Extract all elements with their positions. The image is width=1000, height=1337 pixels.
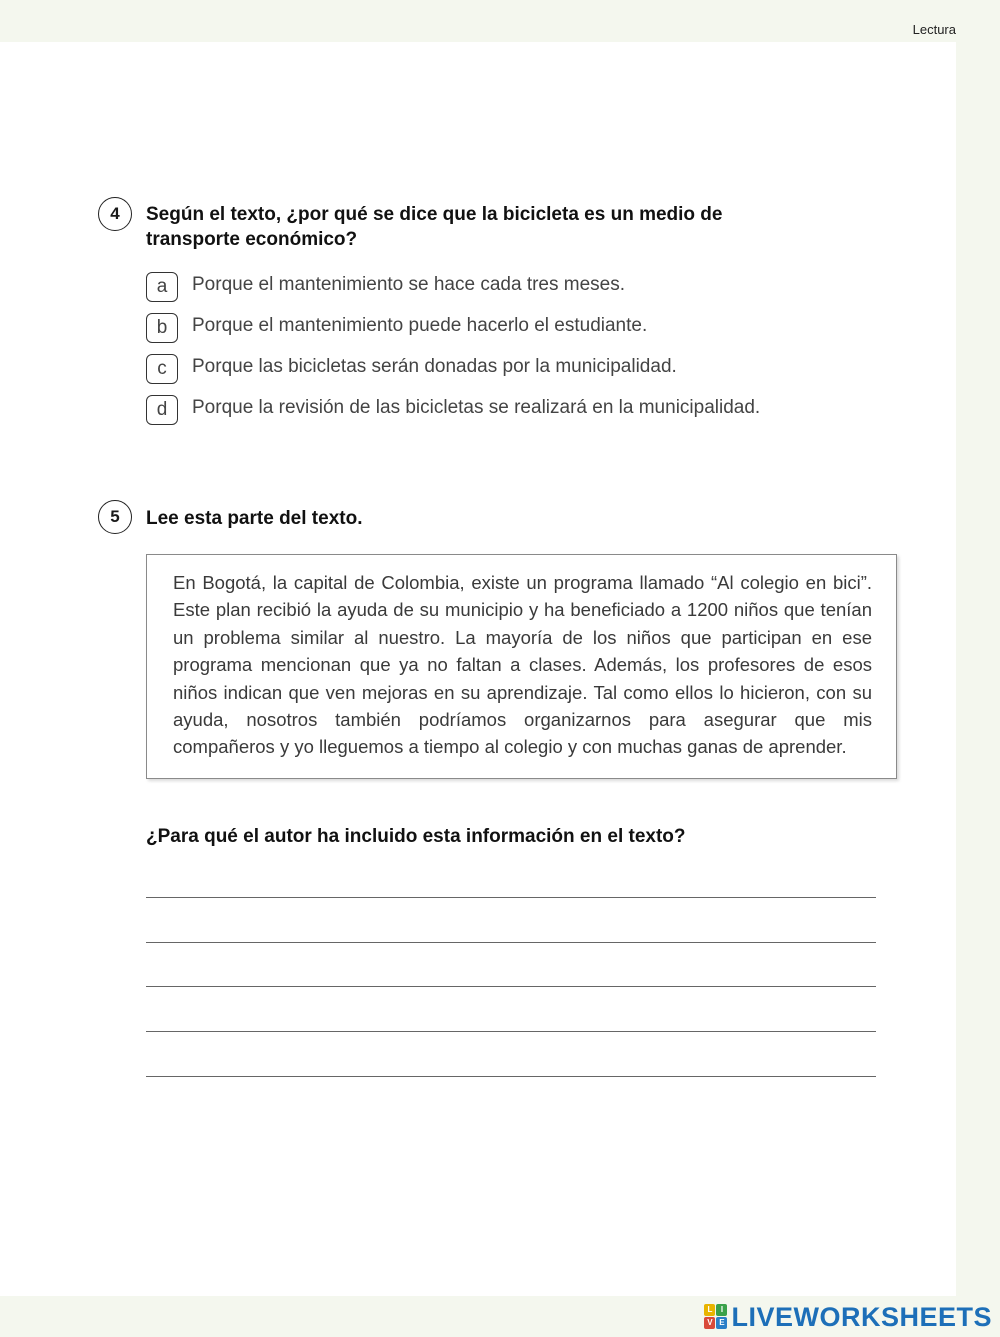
option-b-letter[interactable]: b [146, 313, 178, 343]
section-label: Lectura [912, 22, 956, 37]
question-4-number: 4 [98, 197, 132, 231]
question-4-title [146, 202, 722, 252]
option-d-letter[interactable]: d [146, 395, 178, 425]
question-4-title-line1: Según el texto, ¿por qué se dice que la bicicleta es un medio de [146, 204, 723, 225]
liveworksheets-logo-icon: L I V E [704, 1304, 728, 1330]
answer-line-2[interactable] [146, 942, 876, 943]
question-4-title-line2: transporte económico? [146, 229, 358, 250]
answer-line-3[interactable] [146, 986, 876, 987]
option-d-text: Porque la revisión de las bicicletas se realizará en la municipalidad. [192, 397, 761, 418]
footer [0, 1296, 1000, 1337]
question-5-number: 5 [98, 500, 132, 534]
passage-box [146, 554, 897, 779]
liveworksheets-logo[interactable] [704, 1300, 992, 1334]
question-5-title: Lee esta parte del texto. [146, 508, 363, 529]
passage-text: En Bogotá, la capital de Colombia, existe un programa llamado “Al colegio en bici”. Este plan recibió la ayuda de su municipio y ha beneficiado a 1200 niños que tenían un problema similar al nuestro. La mayoría de los niños que participan en ese programa mencionan que ya no faltan a clases. Además, los profesores de esos niños indican que ven mejoras en su aprendizaje. Tal como ellos lo hicieron, con su ayuda, nosotros también podríamos organizarnos para asegurar que mis compañeros y yo lleguemos a tiempo al colegio y con muchas ganas de aprender. [173, 572, 872, 758]
option-a-text: Porque el mantenimiento se hace cada tres meses. [192, 274, 626, 295]
option-a-letter[interactable]: a [146, 272, 178, 302]
liveworksheets-brand-text: LIVEWORKSHEETS [731, 1301, 992, 1332]
answer-line-4[interactable] [146, 1031, 876, 1032]
question-5-prompt: ¿Para qué el autor ha incluido esta información en el texto? [146, 826, 686, 847]
answer-line-5[interactable] [146, 1076, 876, 1077]
answer-line-1[interactable] [146, 897, 876, 898]
option-b-text: Porque el mantenimiento puede hacerlo el estudiante. [192, 315, 648, 336]
option-c-text: Porque las bicicletas serán donadas por la municipalidad. [192, 356, 677, 377]
option-c-letter[interactable]: c [146, 354, 178, 384]
